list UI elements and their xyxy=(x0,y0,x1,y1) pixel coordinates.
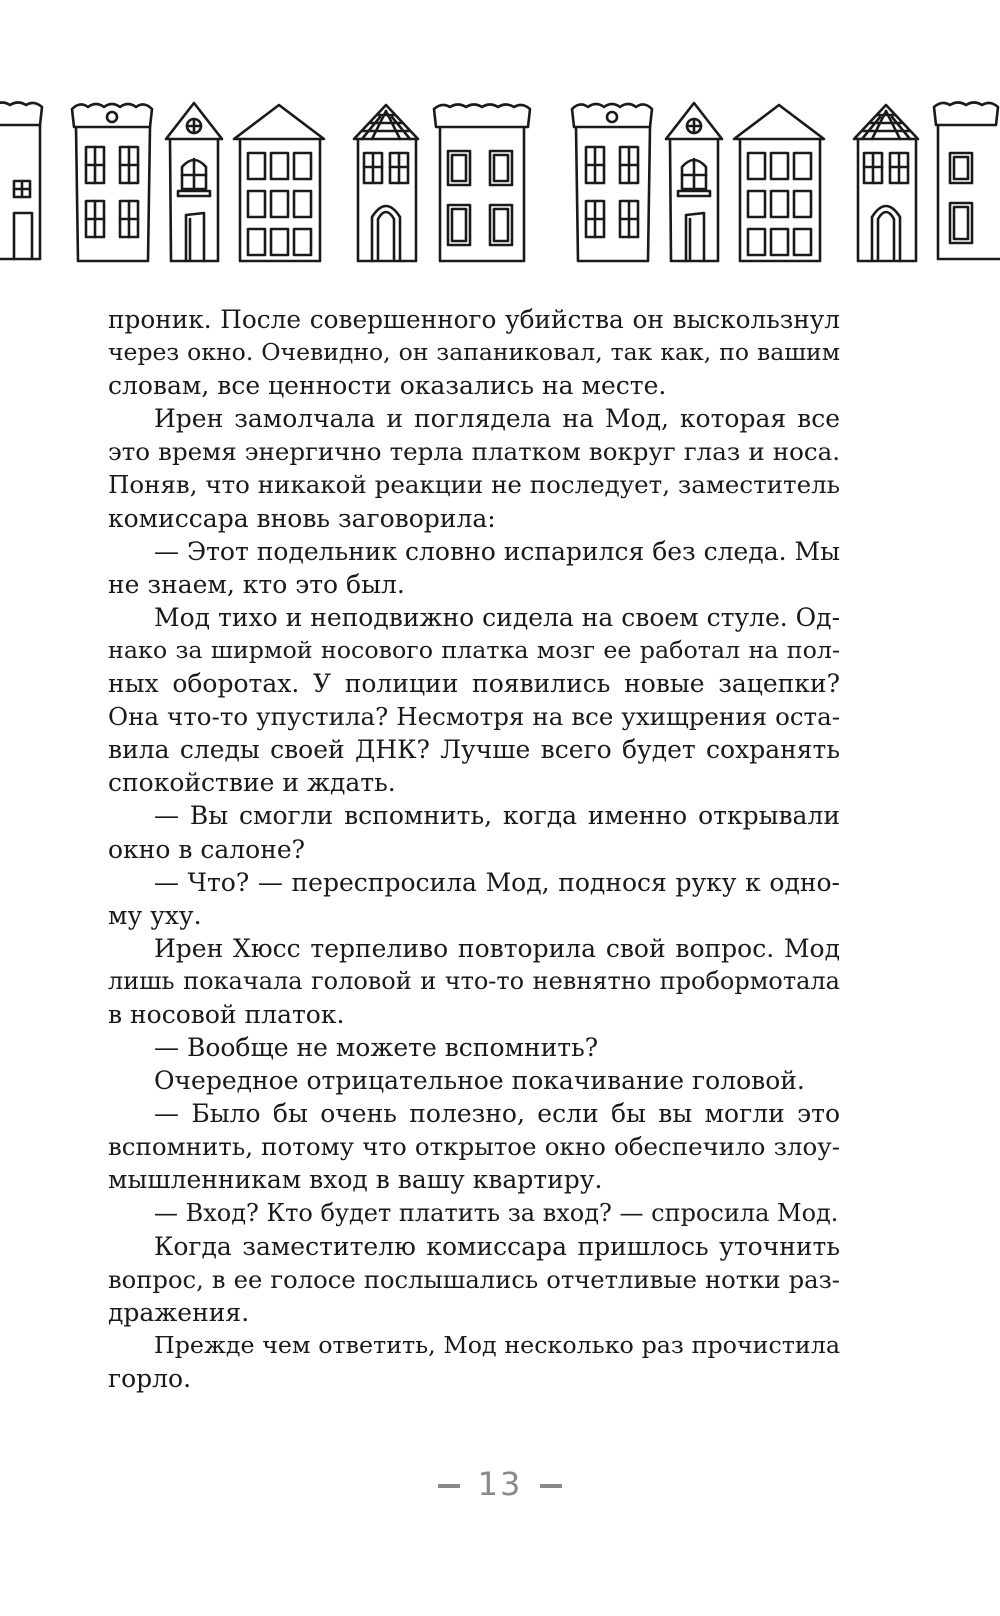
text-line: дражения. xyxy=(108,1297,250,1327)
text-line: вспомнить, потому что открытое окно обеспечило злоу- xyxy=(108,1132,840,1162)
text-line: вила следы своей ДНК? Лучше всего будет сохранять xyxy=(108,735,840,765)
text-line: — Вы смогли вспомнить, когда именно открывали xyxy=(154,801,840,831)
text-line: Очередное отрицательное покачивание головой. xyxy=(154,1066,805,1096)
text-line: Ирен Хюсс терпеливо повторила свой вопрос. Мод xyxy=(154,933,840,963)
text-line: лишь покачала головой и что-то невнятно пробормотала xyxy=(108,966,840,995)
text-line: ных оборотах. У полиции появились новые зацепки? xyxy=(108,669,840,699)
text-line: Прежде чем ответить, Мод несколько раз прочистила xyxy=(154,1330,840,1359)
text-line: — Вообще не можете вспомнить? xyxy=(154,1033,599,1063)
dash-decoration xyxy=(540,1484,562,1488)
text-line: му уху. xyxy=(108,900,202,930)
text-line: не знаем, кто это был. xyxy=(108,569,405,599)
text-line: словам, все ценности оказались на месте. xyxy=(108,371,667,401)
text-line: — Было бы очень полезно, если бы вы могли это xyxy=(154,1099,840,1129)
text-line: Ирен замолчала и поглядела на Мод, которая все xyxy=(154,404,840,434)
text-line: окно в салоне? xyxy=(108,834,306,864)
dash-decoration xyxy=(438,1484,460,1488)
text-line: — Что? — переспросила Мод, поднося руку к одно- xyxy=(154,867,840,897)
text-line: вопрос, в ее голосе послышались отчетливые нотки раз- xyxy=(108,1264,840,1294)
text-line: спокойствие и ждать. xyxy=(108,768,396,798)
text-line: Мод тихо и неподвижно сидела на своем стуле. Од- xyxy=(154,602,841,632)
text-line: мышленникам вход в вашу квартиру. xyxy=(108,1165,603,1195)
text-line: это время энергично терла платком вокруг глаз и носа. xyxy=(108,437,840,467)
text-line: проник. После совершенного убийства он выскользнул xyxy=(108,305,840,334)
text-line: — Вход? Кто будет платить за вход? — спросила Мод. xyxy=(154,1198,839,1227)
text-line: комиссара вновь заговорила: xyxy=(108,503,496,533)
text-line: в носовой платок. xyxy=(108,999,345,1029)
text-line: Поняв, что никакой реакции не последует, заместитель xyxy=(108,470,840,500)
body-text xyxy=(108,303,840,1395)
page-number xyxy=(0,1465,1000,1503)
text-line: горло. xyxy=(108,1364,192,1393)
text-line: нако за ширмой носового платка мозг ее работал на пол- xyxy=(108,635,840,664)
text-line: Она что-то упустила? Несмотря на все ухищрения оста- xyxy=(108,702,840,732)
page-number-value: 13 xyxy=(477,1465,523,1503)
text-line: через окно. Очевидно, он запаниковал, так как, по вашим xyxy=(108,338,840,367)
text-line: Когда заместителю комиссара пришлось уточнить xyxy=(154,1231,840,1261)
text-line: — Этот подельник словно испарился без следа. Мы xyxy=(154,536,840,566)
row-of-houses-illustration xyxy=(0,95,1000,270)
